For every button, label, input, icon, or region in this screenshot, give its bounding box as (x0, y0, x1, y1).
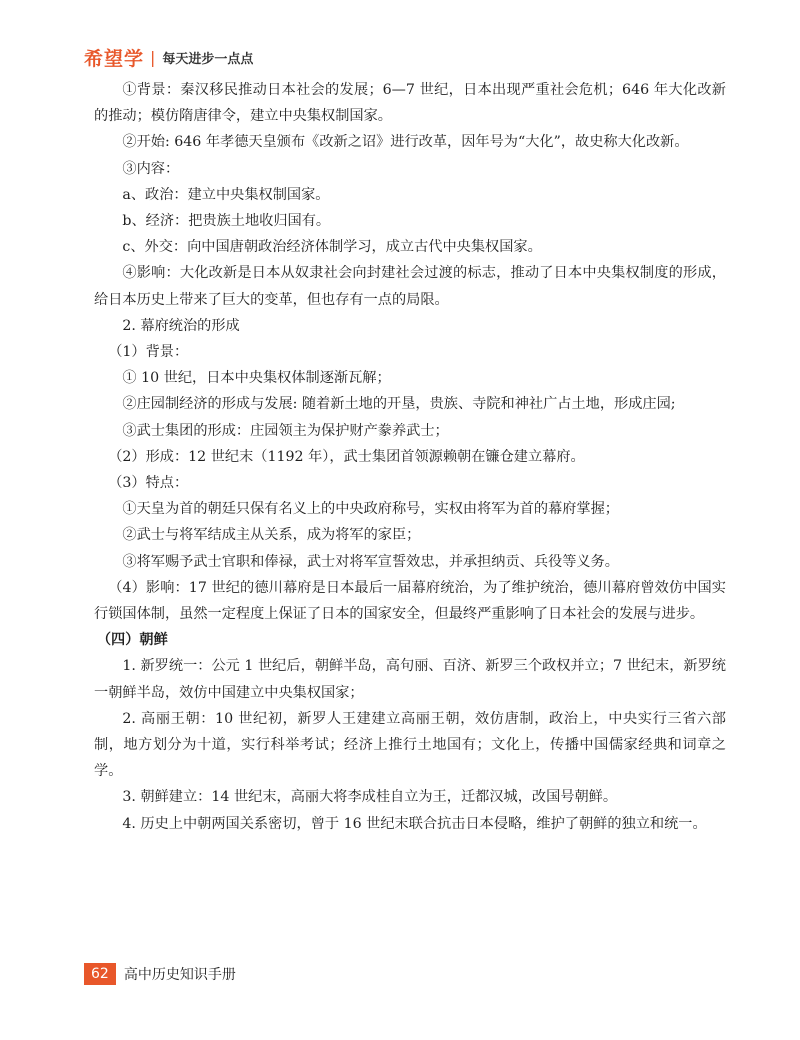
paragraph: ① 10 世纪，日本中央集权体制逐渐瓦解； (122, 370, 391, 387)
brand-logo: 希望学 (84, 47, 145, 70)
header-separator: | (150, 47, 156, 67)
paragraph: ④影响：大化改新是日本从奴隶社会向封建社会过渡的标志，推动了日本中央集权制度的形成，给日本历史上带来了巨大的变革，但也存有一点的局限。 (94, 265, 726, 308)
paragraph: （4）影响：17 世纪的德川幕府是日本最后一届幕府统治，为了维护统治，德川幕府曾效仿中国实行锁国体制，虽然一定程度上保证了日本的国家安全，但最终严重影响了日本社会的发展与进步。 (94, 579, 726, 623)
paragraph: ③将军赐予武士官职和俸禄，武士对将军宣誓效忠，并承担纳贡、兵役等义务。 (122, 553, 619, 570)
paragraph: 1. 新罗统一：公元 1 世纪后，朝鲜半岛，高句丽、百济、新罗三个政权并立；7 世纪末，新罗统一朝鲜半岛，效仿中国建立中央集权国家； (94, 658, 726, 701)
paragraph: b、经济：把贵族土地收归国有。 (122, 213, 331, 230)
paragraph: ②武士与将军结成主从关系，成为将军的家臣； (122, 527, 421, 544)
paragraph: （1）背景： (108, 344, 189, 361)
paragraph: 3. 朝鲜建立：14 世纪末，高丽大将李成桂自立为王，迁都汉城，改国号朝鲜。 (122, 789, 618, 806)
paragraph: 4. 历史上中朝两国关系密切，曾于 16 世纪末联合抗击日本侵略，维护了朝鲜的独立和统一。 (122, 815, 707, 832)
page-header (84, 44, 253, 70)
paragraph: （2）形成：12 世纪末（1192 年），武士集团首领源赖朝在镰仓建立幕府。 (108, 448, 585, 465)
header-slogan: 每天进步一点点 (162, 51, 254, 67)
paragraph: a、政治：建立中央集权制国家。 (122, 186, 330, 203)
section-heading: （四）朝鲜 (96, 632, 168, 649)
paragraph: ③武士集团的形成：庄园领主为保护财产豢养武士； (122, 422, 449, 439)
paragraph: ①天皇为首的朝廷只保有名义上的中央政府称号，实权由将军为首的幕府掌握； (122, 501, 619, 518)
book-title: 高中历史知识手册 (123, 967, 236, 983)
page-number: 62 (84, 963, 116, 985)
paragraph: ①背景：秦汉移民推动日本社会的发展；6—7 世纪，日本出现严重社会危机；646 年大化改新的推动；模仿隋唐律令，建立中央集权制国家。 (94, 82, 726, 125)
paragraph: （3）特点： (108, 475, 189, 492)
page-footer (84, 963, 236, 985)
paragraph: 2. 高丽王朝：10 世纪初，新罗人王建建立高丽王朝，效仿唐制，政治上，中央实行三省六部制，地方划分为十道，实行科举考试；经济上推行土地国有；文化上，传播中国儒家经典和词章之学。 (94, 710, 726, 780)
document-body (94, 77, 726, 837)
paragraph: ③内容： (122, 160, 180, 177)
paragraph: c、外交：向中国唐朝政治经济体制学习，成立古代中央集权国家。 (122, 239, 542, 256)
subsection-heading: 2. 幕府统治的形成 (122, 317, 240, 334)
paragraph: ②庄园制经济的形成与发展: 随着新土地的开垦，贵族、寺院和神社广占土地，形成庄园; (122, 396, 676, 413)
paragraph: ②开始: 646 年孝德天皇颁布《改新之诏》进行改革，因年号为“大化”，故史称大化改新。 (122, 134, 689, 151)
